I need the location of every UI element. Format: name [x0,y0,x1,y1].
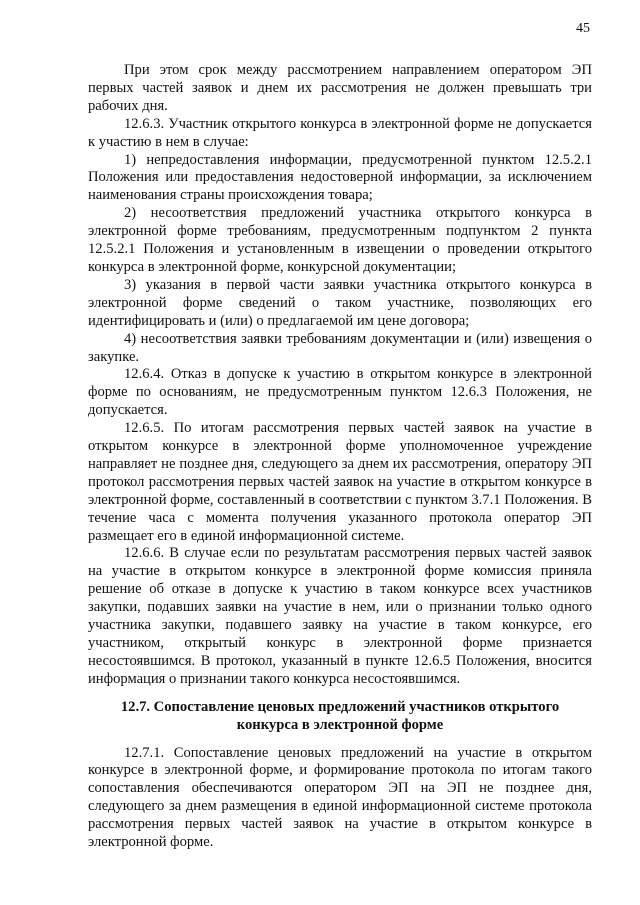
list-item-3: 3) указания в первой части заявки участника открытого конкурса в электронной форме сведений о таком участнике, позволяющих его идентифицировать и (или) о предлагаемой им цене договора; [88,276,592,329]
paragraph-12-6-6: 12.6.6. В случае если по результатам рассмотрения первых частей заявок на участие в открытом конкурсе в электронной форме комиссия приняла решение об отказе в допуске к участию в таком конкурсе всех участников закупки, подавших заявки на участие в нем, или о признании только одного участника закупки, подавшего заявку на участие в таком конкурсе, его участником, открытый конкурс в электронной форме признается несостоявшимся. В протокол, указанный в пункте 12.6.5 Положения, вносится информация о признании такого конкурса несостоявшимся. [88,545,592,687]
section-heading: 12.7. Сопоставление ценовых предложений участников открытого конкурса в электронной форме [120,698,560,733]
paragraph-12-6-4: 12.6.4. Отказ в допуске к участию в открытом конкурсе в электронной форме по основаниям, не предусмотренным пунктом 12.6.3 Положения, не допускается. [88,366,592,419]
list-item-1: 1) непредоставления информации, предусмотренной пунктом 12.5.2.1 Положения или предоставления недостоверной информации, за исключением наименования страны происхождения товара; [88,151,592,204]
paragraph-12-6-3: 12.6.3. Участник открытого конкурса в электронной форме не допускается к участию в нем в случае: [88,115,592,150]
list-item-4: 4) несоответствия заявки требованиям документации и (или) извещения о закупке. [88,330,592,365]
page-number: 45 [576,21,590,36]
list-item-2: 2) несоответствия предложений участника открытого конкурса в электронной форме требованиям, предусмотренным подпунктом 2 пункта 12.5.2.1 Положения и установленным в извещении о проведении открытого конкурса в электронной форме, конкурсной документации; [88,205,592,275]
paragraph-12-6-5: 12.6.5. По итогам рассмотрения первых частей заявок на участие в открытом конкурсе в электронной форме уполномоченное учреждение направляет не позднее дня, следующего за днем их рассмотрения, оператору ЭП протокол рассмотрения первых частей заявок на участие в открытом конкурсе в электронной форме, составленный в соответствии с пунктом 3.7.1 Положения. В течение часа с момента получения указанного протокола оператор ЭП размещает его в единой информационной системе. [88,420,592,544]
page-content [88,62,592,852]
paragraph-deadline: При этом срок между рассмотрением направлением оператором ЭП первых частей заявок и днем их рассмотрения не должен превышать три рабочих дня. [88,62,592,114]
paragraph-12-7-1: 12.7.1. Сопоставление ценовых предложений на участие в открытом конкурсе в электронной форме, и формирование протокола по итогам такого сопоставления обеспечиваются оператором ЭП на ЭП не позднее дня, следующего за днем размещения в единой информационной системе протокола рассмотрения первых частей заявок на участие в открытом конкурсе в электронной форме. [88,744,592,851]
